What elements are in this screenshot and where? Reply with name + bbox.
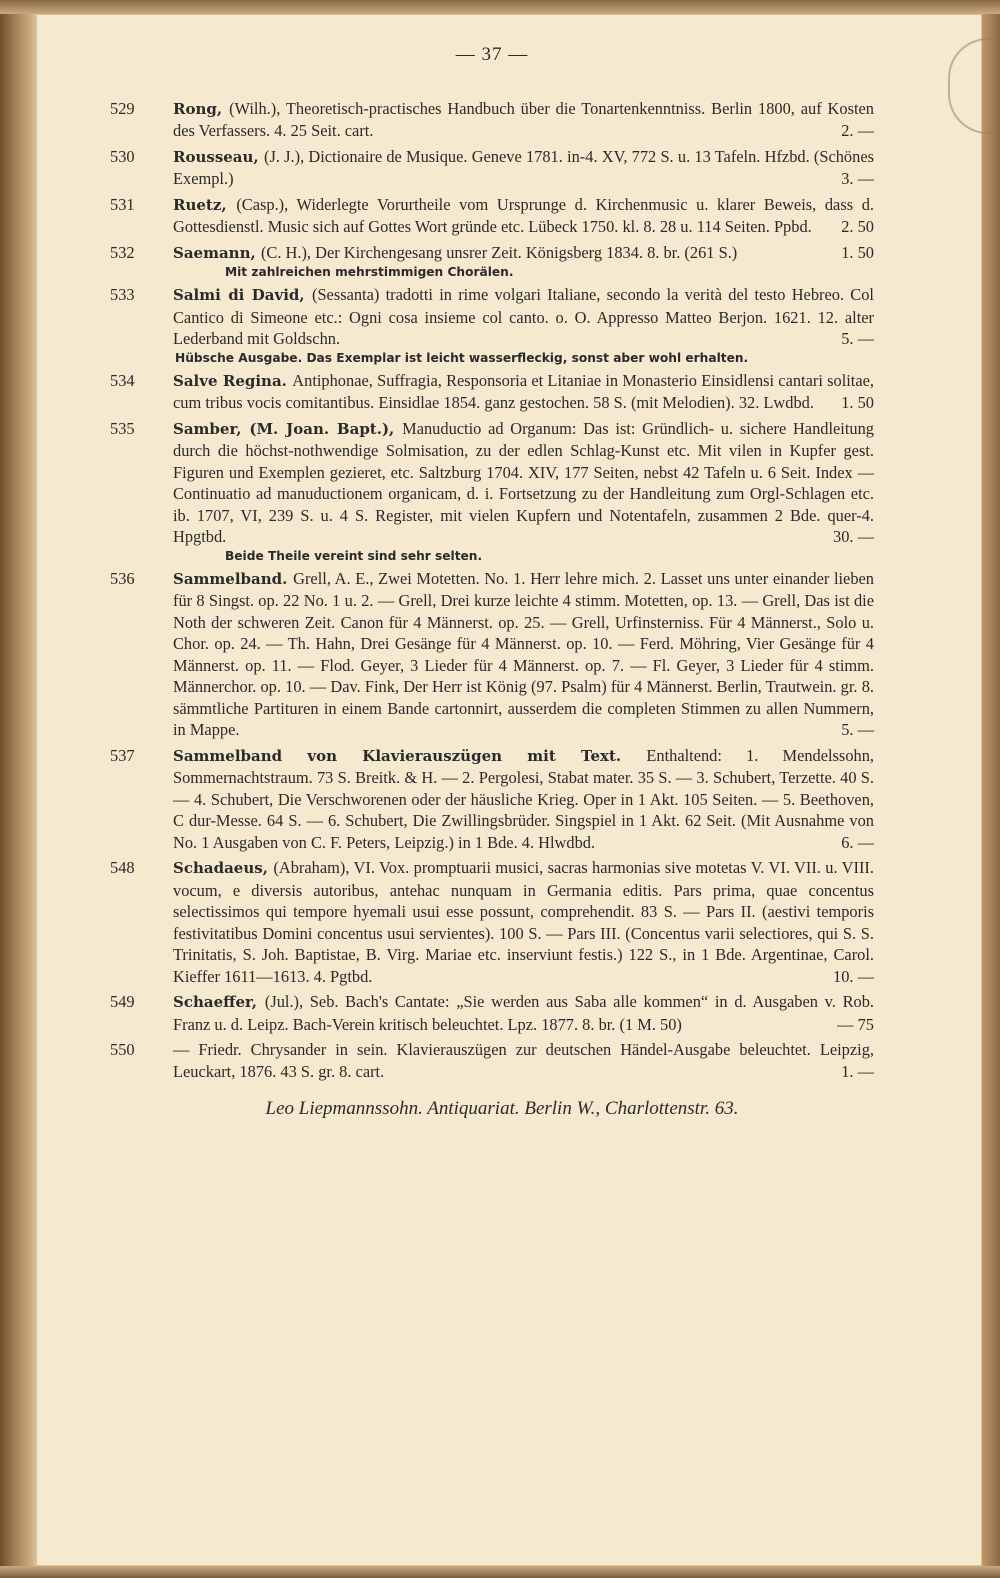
entry-author: Sammelband von Klavierauszügen mit Text. [173, 746, 647, 765]
entry-description: — Friedr. Chrysander in sein. Klavierauszügen zur deutschen Händel-Ausgabe beleuchtet. Leipzig, Leuckart, 1876. 43 S. gr. 8. cart. [173, 1040, 874, 1081]
entry-number: 532 [110, 242, 135, 262]
entry-description: (C. H.), Der Kirchengesang unsrer Zeit. Königsberg 1834. 8. br. (261 S.) [260, 242, 738, 262]
entry-price: 3. — [841, 169, 874, 188]
entry [110, 370, 874, 414]
entry-author: Schaeffer, [173, 993, 265, 1011]
entry-price: 10. — [833, 966, 874, 986]
entry [110, 98, 874, 142]
entry [110, 194, 874, 238]
page-number: — 37 — [455, 44, 529, 65]
entry-price: 1. 50 [841, 393, 874, 412]
entry [110, 146, 874, 190]
entry-number: 530 [110, 146, 135, 166]
entry [110, 284, 874, 366]
entry-author: Rong, [173, 99, 230, 118]
entry-number: 533 [110, 285, 135, 304]
entry-description: (J. J.), Dictionaire de Musique. Geneve 1781. in-4. XV, 772 S. u. 13 Tafeln. Hfzbd. (Schönes Exempl.) [173, 146, 874, 188]
entry-list [110, 98, 874, 1083]
entry-price: 5. — [841, 329, 874, 348]
entry [110, 568, 874, 741]
entry-author: Schadaeus, [173, 859, 274, 877]
entry-number: 548 [110, 858, 135, 877]
entry-price: 6. — [841, 832, 874, 852]
entry-description: (Abraham), VI. Vox. promptuarii musici, sacras harmonias sive motetas V. VI. VII. u. VIII. vocum, e diversis autoribus, antehac nunquam in Germania editis. Pars prima, quae concentus selectissimos qui tempore hyemali usui esse possunt, comprehendit. 83 S. — Pars II. (aestivi temporis festivitatibus Domini concentus usui servientes). 100 S. — Pars III. (Concentus varii selectiores, qui S. S. Trinitatis, S. Joh. Baptistae, B. Virg. Mariae etc. inserviunt festis.) 122 S., in 1 Bde. Argentinae, Carol. Kieffer 1611—1613. 4. Pgtbd. [173, 858, 874, 986]
entry-price: 2. — [841, 121, 874, 140]
entry-author: Ruetz, [173, 195, 237, 214]
entry-price: 30. — [833, 527, 874, 546]
entry-description: (Wilh.), Theoretisch-practisches Handbuch über die Tonartenkenntniss. Berlin 1800, auf Kosten des Verfassers. 4. 25 Seit. cart. [173, 98, 874, 140]
entry-author: Salve Regina. [173, 371, 293, 390]
entry [110, 991, 874, 1035]
entry-description: (Casp.), Widerlegte Vorurtheile vom Ursprunge d. Kirchenmusic u. klarer Beweis, dass d. Gottesdienstl. Music sich auf Gottes Wort gründe etc. Lübeck 1750. kl. 8. 28 u. 114 Seiten. Ppbd. [173, 194, 875, 236]
entry-number: 535 [110, 418, 135, 438]
entry-description: Antiphonae, Suffragia, Responsoria et Litaniae in Monasterio Einsidlensi cantari solitae, cum tribus vocis comitantibus. Einsidlae 1854. ganz gestochen. 58 S. (mit Melodien). 32. Lwdbd. [173, 370, 875, 412]
publisher-footer: Leo Liepmannssohn. Antiquariat. Berlin W., Charlottenstr. 63. [265, 1098, 739, 1119]
entry-price: 5. — [841, 720, 874, 739]
entry [110, 857, 874, 987]
entry-author: Saemann, [173, 243, 261, 262]
entry-author: Sammelband. [173, 569, 294, 588]
entry-number: 537 [110, 745, 135, 765]
entry-description: Enthaltend: 1. Mendelssohn, Sommernachtstraum. 73 S. Breitk. & H. — 2. Pergolesi, Stabat mater. 35 S. — 3. Schubert, Terzette. 40 S. — 4. Schubert, Die Verschworenen oder der häusliche Krieg. Oper in 1 Akt. 105 Seiten. — 5. Beethoven, C dur-Messe. 64 S. — 6. Schubert, Die Zwillingsbrüder. Singspiel in 1 Akt. 62 Seit. (Mit Ausnahme von No. 1 Ausgaben von C. F. Peters, Leipzig.) in 1 Bde. 4. Hlwdbd. [173, 745, 874, 852]
entry-author: Salmi di David, [173, 286, 312, 304]
scan-edge-top [0, 0, 1000, 14]
scan-edge-bottom [0, 1566, 1000, 1578]
entry-price: 1. 50 [841, 242, 874, 262]
entry-note: Mit zahlreichen mehrstimmigen Chorälen. [225, 265, 514, 279]
entry-number: 549 [110, 992, 135, 1011]
entry-number: 531 [110, 194, 135, 214]
entry-number: 550 [110, 1040, 135, 1059]
entry-note: Beide Theile vereint sind sehr selten. [225, 548, 483, 563]
entry [110, 745, 874, 854]
entry-number: 536 [110, 568, 135, 588]
entry-description: (Jul.), Seb. Bach's Cantate: „Sie werden aus Saba alle kommen“ in d. Ausgaben v. Rob. Franz u. d. Leipz. Bach-Verein kritisch beleuchtet. Lpz. 1877. 8. br. (1 M. 50) [173, 992, 875, 1034]
entry [110, 418, 874, 564]
entry-note: Hübsche Ausgabe. Das Exemplar ist leicht wasserfleckig, sonst aber wohl erhalten. [175, 350, 749, 365]
entry [110, 242, 874, 281]
entry [110, 1039, 874, 1082]
entry-number: 534 [110, 370, 135, 390]
entry-author: Samber, (M. Joan. Bapt.), [173, 419, 403, 438]
entry-price: 2. 50 [841, 217, 874, 236]
entry-description: Manuductio ad Organum: Das ist: Gründlich- u. sichere Handleitung durch die höchst-nothwendige Solmisation, zu der edlen Schlag-Kunst etc. Mit vilen in Kupfer gest. Figuren und Exemplen gezieret, etc. Saltzburg 1704. XIV, 177 Seiten, nebst 42 Tafeln u. 6 Seit. Index — Continuatio ad manuductionem organicam, d. i. Fortsetzung zu der Handleitung zum Orgl-Schlagen etc. ib. 1707, VI, 239 S. u. 4 S. Register, mit vielen Kupfern und Notentafeln, zusammen 2 Bde. quer-4. Hpgtbd. [173, 418, 874, 546]
entry-description: (Sessanta) tradotti in rime volgari Italiane, secondo la verità del testo Hebreo. Col Cantico di Simeone etc.: Ogni cosa insieme col canto. o. O. Appresso Matteo Berjon. 1621. 12. alter Lederband mit Goldschn. [173, 285, 874, 348]
entry-number: 529 [110, 98, 135, 118]
entry-price: — 75 [837, 1014, 874, 1034]
entry-description: Grell, A. E., Zwei Motetten. No. 1. Herr lehre mich. 2. Lasset uns unter einander lieben für 8 Singst. op. 22 No. 1 u. 2. — Grell, Drei kurze leichte 4 stimm. Motetten, op. 13. — Grell, Das ist die Noth der schweren Zeit. Canon für 4 Männerst. op. 25. — Grell, Urfinsterniss. Für 4 Männerst., Solo u. Chor. op. 24. — Th. Hahn, Drei Gesänge für 4 Männerst. op. 10. — Ferd. Möhring, Vier Gesänge für 4 Männerst. op. 11. — Flod. Geyer, 3 Lieder für 4 Männerst. op. 7. — Fl. Geyer, 3 Lieder für 4 stimm. Männerchor. op. 10. — Dav. Fink, Der Herr ist König (97. Psalm) für 4 Männerst. Berlin, Trautwein. gr. 8. sämmtliche Partituren in einem Bande cartonnirt, ausserdem die completen Stimmen zu allen Nummern, in Mappe. [173, 568, 874, 739]
entry-author: Rousseau, [173, 147, 264, 166]
entry-price: 1. — [841, 1061, 874, 1081]
catalogue-text [110, 44, 874, 1120]
